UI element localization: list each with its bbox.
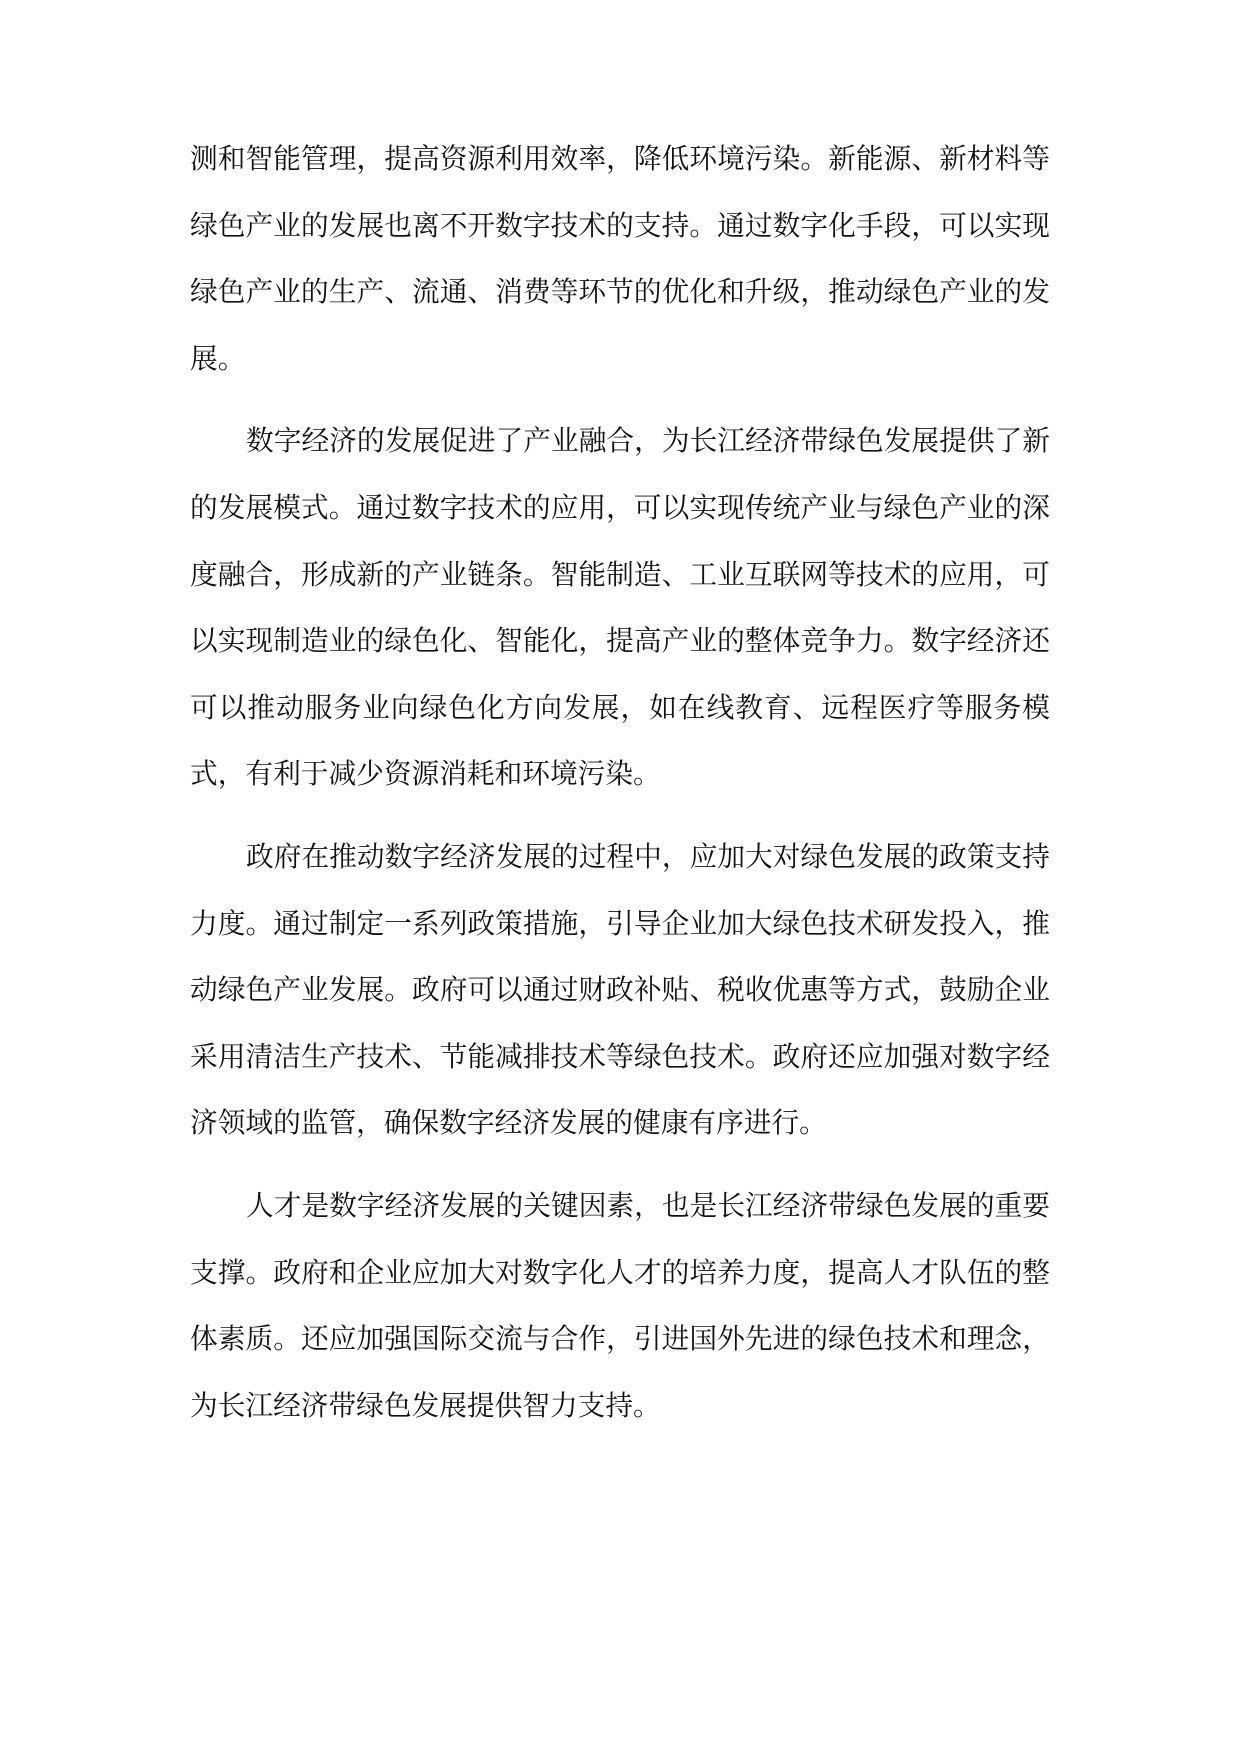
paragraph-3: 政府在推动数字经济发展的过程中，应加大对绿色发展的政策支持力度。通过制定一系列政策措施，引导企业加大绿色技术研发投入，推动绿色产业发展。政府可以通过财政补贴、税收优惠等方式，鼓励企业采用清洁生产技术、节能减排技术等绿色技术。政府还应加强对数字经济领域的监管，确保数字经济发展的健康有序进行。: [190, 839, 1050, 1140]
paragraph-1: 测和智能管理，提高资源利用效率，降低环境污染。新能源、新材料等绿色产业的发展也离不开数字技术的支持。通过数字化手段，可以实现绿色产业的生产、流通、消费等环节的优化和升级，推动绿色产业的发展。: [190, 142, 1050, 375]
document-page: [190, 126, 1050, 1439]
paragraph-4: 人才是数字经济发展的关键因素，也是长江经济带绿色发展的重要支撑。政府和企业应加大对数字化人才的培养力度，提高人才队伍的整体素质。还应加强国际交流与合作，引进国外先进的绿色技术和理念，为长江经济带绿色发展提供智力支持。: [190, 1188, 1050, 1422]
paragraph-2: 数字经济的发展促进了产业融合，为长江经济带绿色发展提供了新的发展模式。通过数字技术的应用，可以实现传统产业与绿色产业的深度融合，形成新的产业链条。智能制造、工业互联网等技术的应用，可以实现制造业的绿色化、智能化，提高产业的整体竞争力。数字经济还可以推动服务业向绿色化方向发展，如在线教育、远程医疗等服务模式，有利于减少资源消耗和环境污染。: [190, 424, 1050, 791]
